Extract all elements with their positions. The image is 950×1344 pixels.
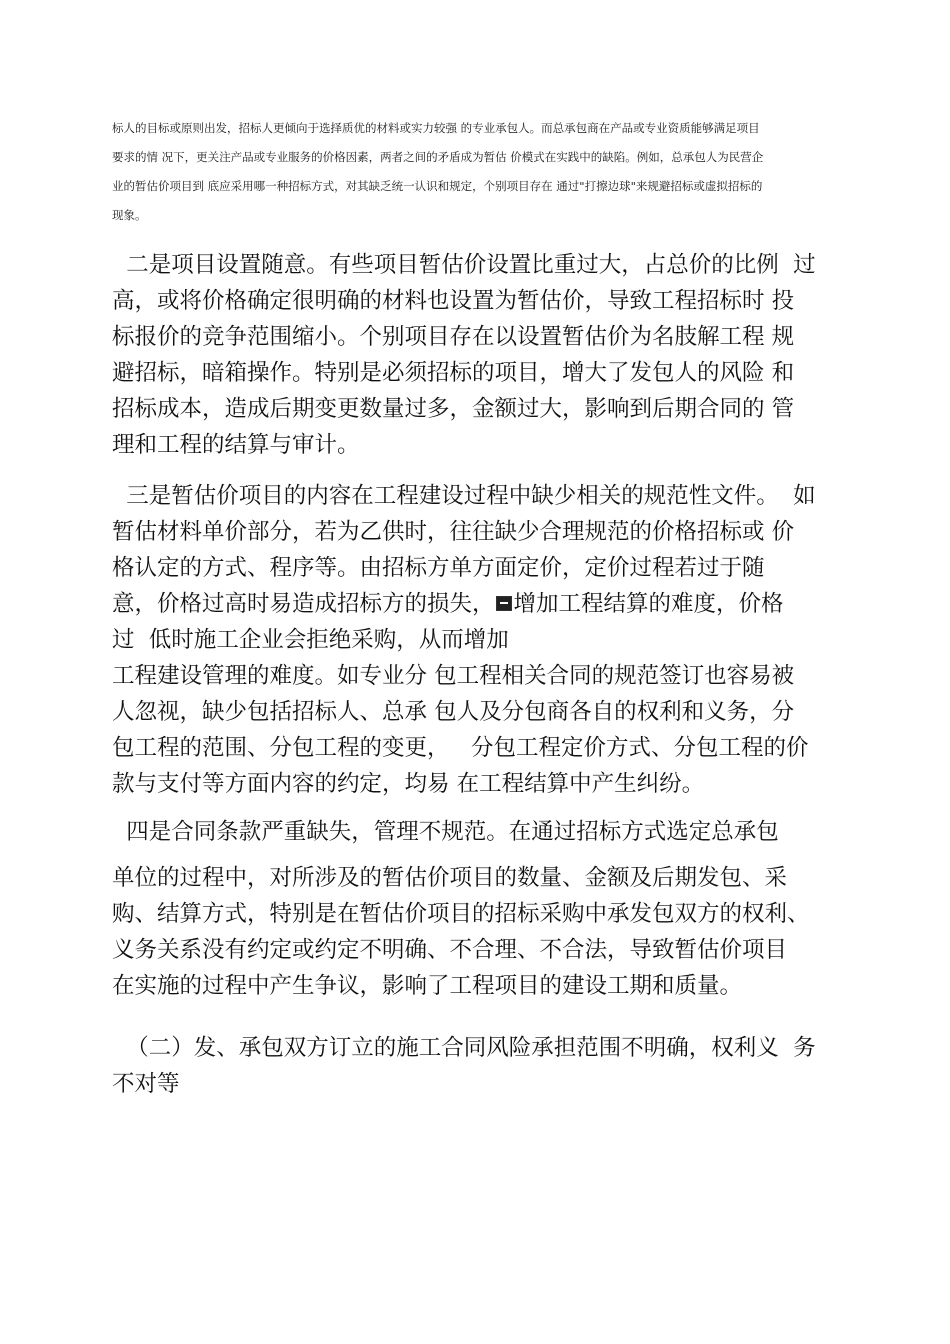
text-line: 暂估材料单价部分，若为乙供时，往往缺少合理规范的价格招标或 价 — [112, 519, 795, 545]
text-line: 要求的情 况下，更关注产品或专业服务的价格因素，两者之间的矛盾成为暂估 价模式在实践中的缺陷。例如，总承包人为民营企 — [112, 150, 764, 164]
text-line: 标报价的竞争范围缩小。个别项目存在以设置暂估价为名肢解工程 规 — [112, 324, 795, 350]
text-line: 过 低时施工企业会拒绝采购，从而增加 — [112, 627, 509, 653]
text-line: （二）发、承包双方订立的施工合同风险承担范围不明确，权利义 务 — [112, 1035, 816, 1061]
text-line: 工程建设管理的难度。如专业分 包工程相关合同的规范签订也容易被 — [112, 663, 795, 689]
text-line: 标人的目标或原则出发，招标人更倾向于选择质优的材料或实力较强 的专业承包人。而总承包商在产品或专业资质能够满足项目 — [112, 121, 760, 135]
paragraph-project-setting — [112, 247, 847, 463]
text-line: 人忽视，缺少包括招标人、总承 包人及分包商各自的权利和义务，分 — [112, 699, 795, 725]
text-line: 高，或将价格确定很明确的材料也设置为暂估价，导致工程招标时 投 — [112, 288, 795, 314]
text-line: 在实施的过程中产生争议，影响了工程项目的建设工期和质量。 — [112, 973, 743, 999]
text-line: 不对等 — [112, 1071, 180, 1097]
intro-paragraph — [112, 114, 842, 230]
text-line: 三是暂估价项目的内容在工程建设过程中缺少相关的规范性文件。 如 — [112, 483, 816, 509]
text-line: 款与支付等方面内容的约定，均易 在工程结算中产生纠纷。 — [112, 771, 705, 797]
text-line: 四是合同条款严重缺失，管理不规范。在通过招标方式选定总承包 — [112, 819, 779, 845]
text-line: 格认定的方式、程序等。由招标方单方面定价，定价过程若过于随 — [112, 555, 765, 581]
text-line: 包工程的范围、分包工程的变更， 分包工程定价方式、分包工程的价 — [112, 735, 809, 761]
text-line: 二是项目设置随意。有些项目暂估价设置比重过大，占总价的比例 过 — [112, 252, 816, 278]
text-line: 购、结算方式，特别是在暂估价项目的招标采购中承发包双方的权利、 — [112, 901, 810, 927]
text-segment: 意，价格过高时易造成招标方的损失， — [112, 591, 495, 617]
paragraph-contract-terms-continued — [112, 860, 847, 1004]
text-line: 招标成本，造成后期变更数量过多，金额过大，影响到后期合同的 管 — [112, 396, 795, 422]
text-line: 业的暂估价项目到 底应采用哪一种招标方式，对其缺乏统一认识和规定，个别项目存在 通过"打擦边球"来规避招标或虚拟招标的 — [112, 179, 763, 193]
text-segment: 增加工程结算的难度，价格 — [513, 591, 784, 617]
text-line: 义务关系没有约定或约定不明确、不合理、不合法，导致暂估价项目 — [112, 937, 788, 963]
text-line — [112, 586, 847, 622]
section-heading-risk — [112, 1030, 847, 1102]
text-line: 理和工程的结算与审计。 — [112, 432, 360, 458]
paragraph-lack-of-norms — [112, 478, 847, 802]
text-line: 现象。 — [112, 208, 147, 222]
comment-marker-icon — [496, 596, 512, 611]
paragraph-contract-terms — [112, 814, 847, 850]
text-line: 避招标，暗箱操作。特别是必须招标的项目，增大了发包人的风险 和 — [112, 360, 795, 386]
text-line: 单位的过程中，对所涉及的暂估价项目的数量、金额及后期发包、采 — [112, 865, 788, 891]
